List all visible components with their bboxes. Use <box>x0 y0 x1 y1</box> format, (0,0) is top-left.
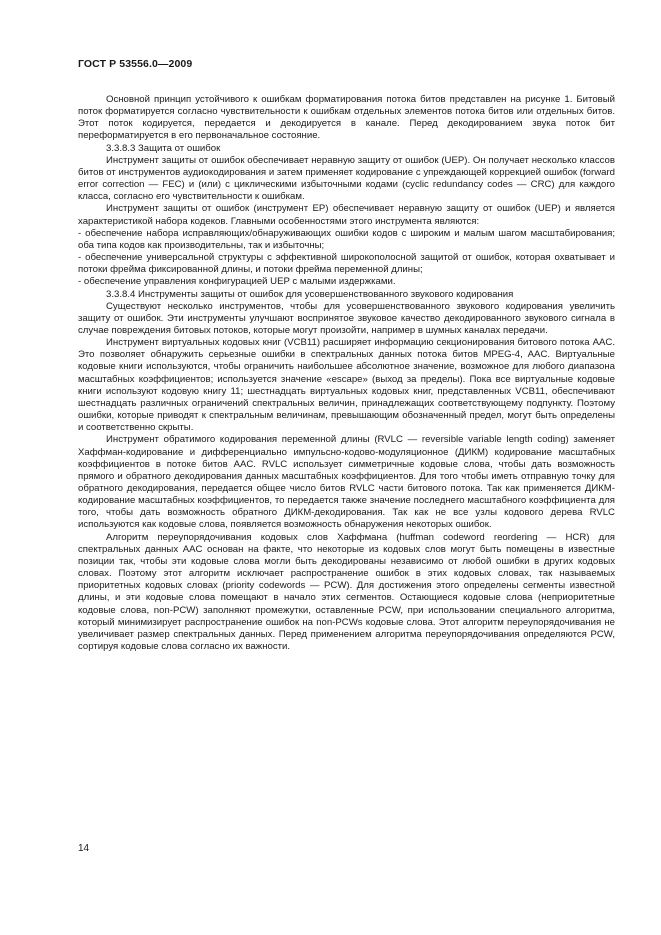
document-body <box>78 94 615 653</box>
paragraph-tools-overview: Существуют несколько инструментов, чтобы для усовершенствованного звукового кодирования увеличить защиту от ошибок. Эти инструменты улучшают воспринятое звуковое качество декодированного звукового сигнала в случае повреждения битовых потоков, которые могут произойти, например в шумных каналах передачи. <box>78 300 615 336</box>
paragraph-vcb11: Инструмент виртуальных кодовых книг (VCB11) расширяет информацию секционирования битового потока AAC. Это позволяет обнаружить серьезные ошибки в спектральных данных потока битов MPEG-4, AAC. Виртуальные кодовые книги используются, чтобы ограничить наибольшее абсолютное значение, возможное для любого диапазона масштабных коэффициентов; используется значение «escape» (выход за пределы). Пока все виртуальные кодовые книги используют кодовую книгу 11; шестнадцать виртуальных кодовых книг, представленных VCB11, обеспечивают шестнадцать различных ограничений спектральных величин, принадлежащих соответствующему подпункту. Поэтому ошибки, которые приводят к спектральным величинам, превышающим обозначенный предел, могут быть определены и соответственно скрыты. <box>78 337 615 434</box>
section-heading-3-3-8-3: 3.3.8.3 Защита от ошибок <box>106 142 221 154</box>
paragraph-rvlc: Инструмент обратимого кодирования переменной длины (RVLC — reversible variable length coding) заменяет Хаффман-кодирование и дифференциально импульсно-кодово-модуляционное (ДИКМ) кодирование масштабных коэффициентов в потоке битов AAC. RVLC использует симметричные кодовые слова, чтобы дать возможность прямого и обратного декодирования данных масштабных коэффициентов. Для того чтобы иметь отправную точку для обратного декодирования, передается общее число битов RVLC части битового потока. Так как применяется ДИКМ-кодирование масштабных коэффициентов, то передается также значение последнего масштабного коэффициента для того, чтобы дать возможность обратного ДИКМ-декодирования. Так как не все узлы кодового дерева RVLC используются как кодовые слова, появляется возможность обнаружения некоторых ошибок. <box>78 434 615 531</box>
paragraph-hcr: Алгоритм переупорядочивания кодовых слов Хаффмана (huffman codeword reordering — HCR) для спектральных данных AAC основан на факте, что некоторые из кодовых слов могут быть помещены в известные позиции так, чтобы эти кодовые слова могли быть декодированы независимо от любой ошибки в других кодовых словах. Поэтому этот алгоритм исключает распространение ошибок в этих кодовых словах, так называемых приоритетных кодовых словах (priority codewords — PCW). Для достижения этого определены сегменты известной длины, и эти кодовые слова помещают в начало этих сегментов. Остающиеся кодовые слова (неприоритетные кодовые слова, non-PCW) заполняют промежутки, оставленные PCW, при использовании специального алгоритма, который минимизирует распространение ошибок на non-PCWs кодовые слова. Этот алгоритм переупорядочивания не увеличивает размер спектральных данных. Перед применением алгоритма переупорядочивания определяются PCW, сортируя кодовые слова согласно их важности. <box>78 531 615 653</box>
paragraph-ep-tool: Инструмент защиты от ошибок (инструмент EP) обеспечивает неравную защиту от ошибок (UEP) и является характеристикой набора кодеков. Главными особенностями этого инструмента являются: <box>78 203 615 227</box>
standard-number: ГОСТ Р 53556.0—2009 <box>78 58 193 70</box>
paragraph-error-protection: Инструмент защиты от ошибок обеспечивает неравную защиту от ошибок (UEP). Он получает несколько классов битов от инструментов аудиокодирования и затем применяет кодирование с упреждающей коррекцией ошибок (forward error correction — FEC) и (или) с циклическими избыточными кодами (cyclic redundancy codes — CRC) для каждого класса, согласно его чувствительности к ошибкам. <box>78 154 615 203</box>
list-item-config: - обеспечение управления конфигурацией UEP с малыми издержками. <box>78 276 396 288</box>
section-heading-3-3-8-4: 3.3.8.4 Инструменты защиты от ошибок для усовершенствованного звукового кодирования <box>106 288 514 300</box>
document-header <box>78 58 192 70</box>
page-number: 14 <box>78 843 90 854</box>
list-item-structure: - обеспечение универсальной структуры с эффективной широкополосной защитой от ошибок, которая охватывает и потоки фрейма фиксированной длины, и потоки фрейма переменной длины; <box>78 252 615 276</box>
paragraph-intro: Основной принцип устойчивого к ошибкам форматирования потока битов представлен на рисунке 1. Битовый поток форматируется согласно чувствительности к ошибкам отдельных элементов потока битов или отдельных битов. Этот поток кодируется, передается и декодируется в канале. Перед декодированием звука поток бит переформатируется в его первоначальное состояние. <box>78 94 615 142</box>
list-item-codes: - обеспечение набора исправляющих/обнаруживающих ошибки кодов с широким и малым шагом масштабирования; оба типа кодов как производительны, так и избыточны; <box>78 227 615 251</box>
